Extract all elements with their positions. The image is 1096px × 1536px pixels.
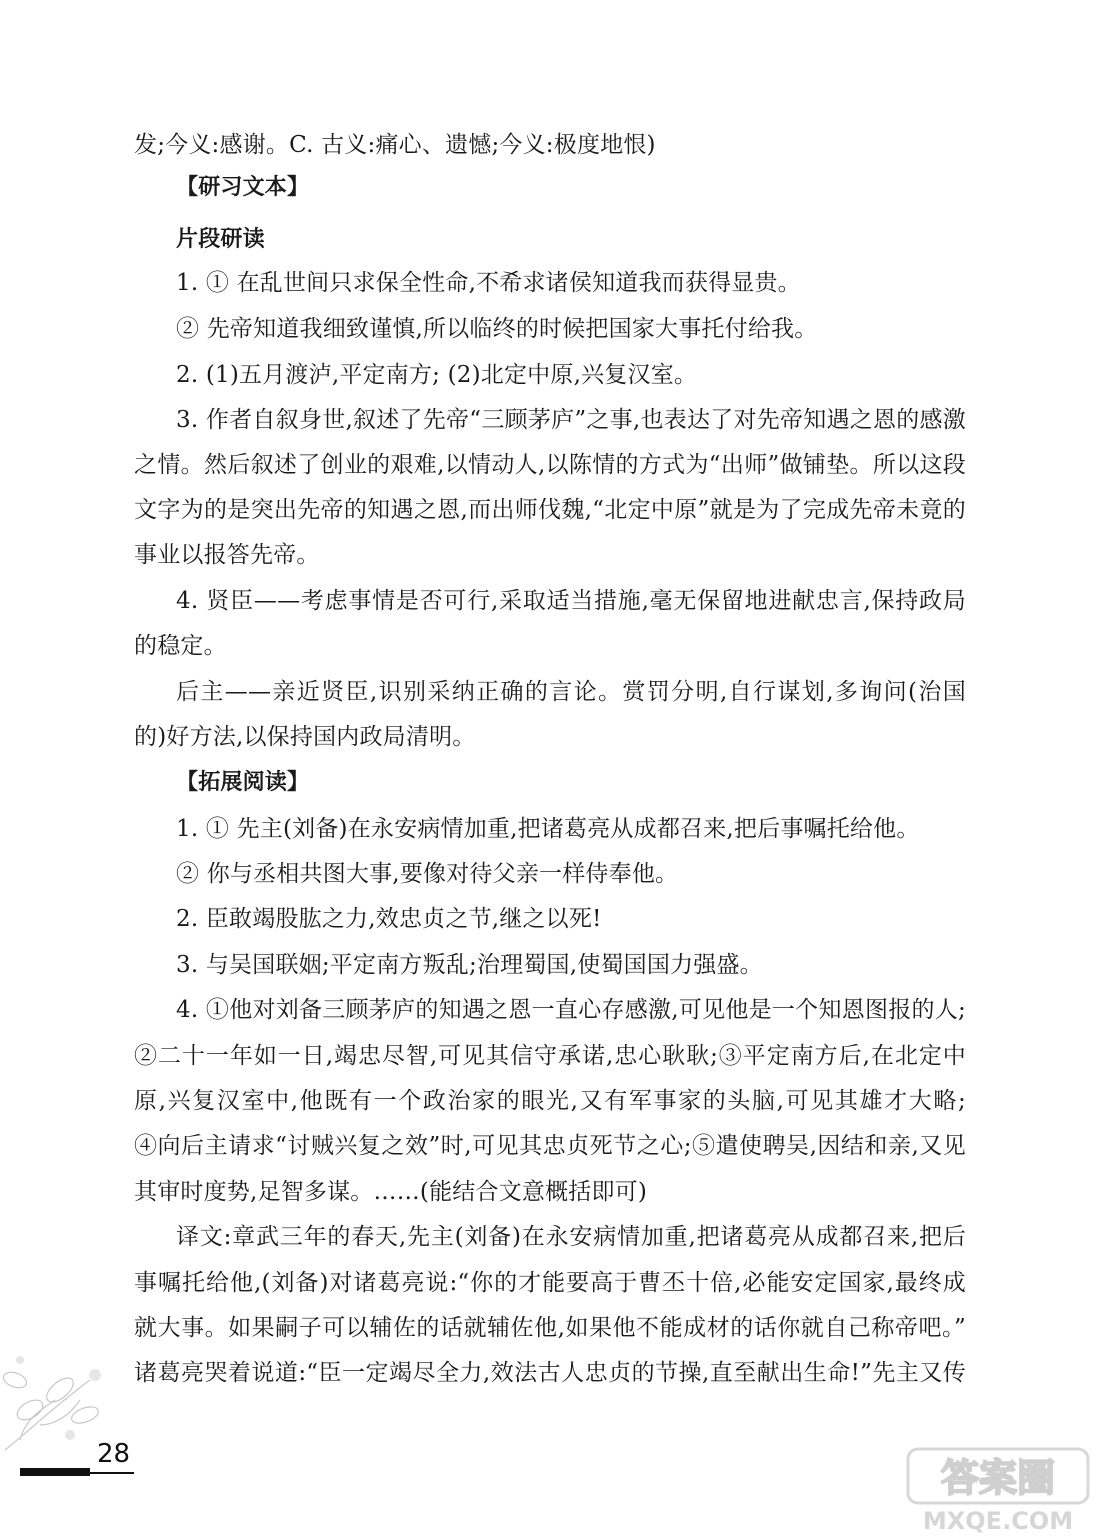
text-line-1: 发;今义:感谢。C. 古义:痛心、遗憾;今义:极度地恨)	[134, 132, 656, 158]
text-line-20: 4. ①他对刘备三顾茅庐的知遇之恩一直心存感激,可见他是一个知恩图报的人;	[176, 997, 966, 1023]
text-line-14: 的)好方法,以保持国内政局清明。	[134, 724, 476, 750]
watermark-url: MXQE.COM	[922, 1507, 1074, 1535]
text-line-22: 原,兴复汉室中,他既有一个政治家的眼光,又有军事家的头脑,可见其雄才大略;	[134, 1088, 966, 1114]
watermark-logo-icon	[900, 1445, 1096, 1536]
page-number: 28	[97, 1439, 131, 1469]
text-line-12: 的稳定。	[134, 633, 227, 659]
text-line-7: 3. 作者自叙身世,叙述了先帝“三顾茅庐”之事,也表达了对先帝知遇之恩的感激	[176, 407, 966, 433]
text-line-5: ② 先帝知道我细致谨慎,所以临终的时候把国家大事托付给我。	[176, 316, 818, 342]
text-line-8: 之情。然后叙述了创业的艰难,以情动人,以陈情的方式为“出师”做铺垫。所以这段	[134, 452, 966, 478]
text-line-27: 就大事。如果嗣子可以辅佐的话就辅佐他,如果他不能成材的话你就自己称帝吧。”	[134, 1315, 966, 1341]
text-line-13: 后主——亲近贤臣,识别采纳正确的言论。赏罚分明,自行谋划,多询问(治国	[176, 679, 966, 705]
text-line-26: 事嘱托给他,(刘备)对诸葛亮说:“你的才能要高于曹丕十倍,必能安定国家,最终成	[134, 1270, 966, 1296]
text-line-6: 2. (1)五月渡泸,平定南方; (2)北定中原,兴复汉室。	[176, 362, 698, 388]
text-line-24: 其审时度势,足智多谋。……(能结合文意概括即可)	[134, 1179, 648, 1205]
text-line-18: 2. 臣敢竭股肱之力,效忠贞之节,继之以死!	[176, 906, 602, 932]
text-line-11: 4. 贤臣——考虑事情是否可行,采取适当措施,毫无保留地进献忠言,保持政局	[176, 588, 966, 614]
footer-bar	[20, 1468, 90, 1476]
subheading-segment-reading: 片段研读	[176, 227, 265, 252]
text-line-16: 1. ① 先主(刘备)在永安病情加重,把诸葛亮从成都召来,把后事嘱托给他。	[176, 816, 920, 842]
text-line-9: 文字为的是突出先帝的知遇之恩,而出师伐魏,“北定中原”就是为了完成先帝未竟的	[134, 497, 966, 523]
text-line-21: ②二十一年如一日,竭忠尽智,可见其信守承诺,忠心耿耿;③平定南方后,在北定中	[134, 1043, 966, 1069]
text-line-4: 1. ① 在乱世间只求保全性命,不希求诸侯知道我而获得显贵。	[176, 270, 801, 296]
text-line-25: 译文:章武三年的春天,先主(刘备)在永安病情加重,把诸葛亮从成都召来,把后	[176, 1224, 966, 1250]
section-heading-study-text: 【研习文本】	[176, 175, 310, 200]
text-line-28: 诸葛亮哭着说道:“臣一定竭尽全力,效法古人忠贞的节操,直至献出生命!”先主又传	[134, 1360, 966, 1386]
footer-rule	[90, 1472, 134, 1474]
text-line-19: 3. 与吴国联姻;平定南方叛乱;治理蜀国,使蜀国国力强盛。	[176, 952, 763, 978]
text-line-23: ④向后主请求“讨贼兴复之效”时,可见其忠贞死节之心;⑤遣使聘吴,因结和亲,又见	[134, 1133, 966, 1159]
section-heading-extended-reading: 【拓展阅读】	[176, 770, 310, 795]
text-line-10: 事业以报答先帝。	[134, 542, 320, 568]
watermark-text: 答案圈	[940, 1456, 1056, 1500]
text-line-17: ② 你与丞相共图大事,要像对待父亲一样侍奉他。	[176, 861, 679, 887]
